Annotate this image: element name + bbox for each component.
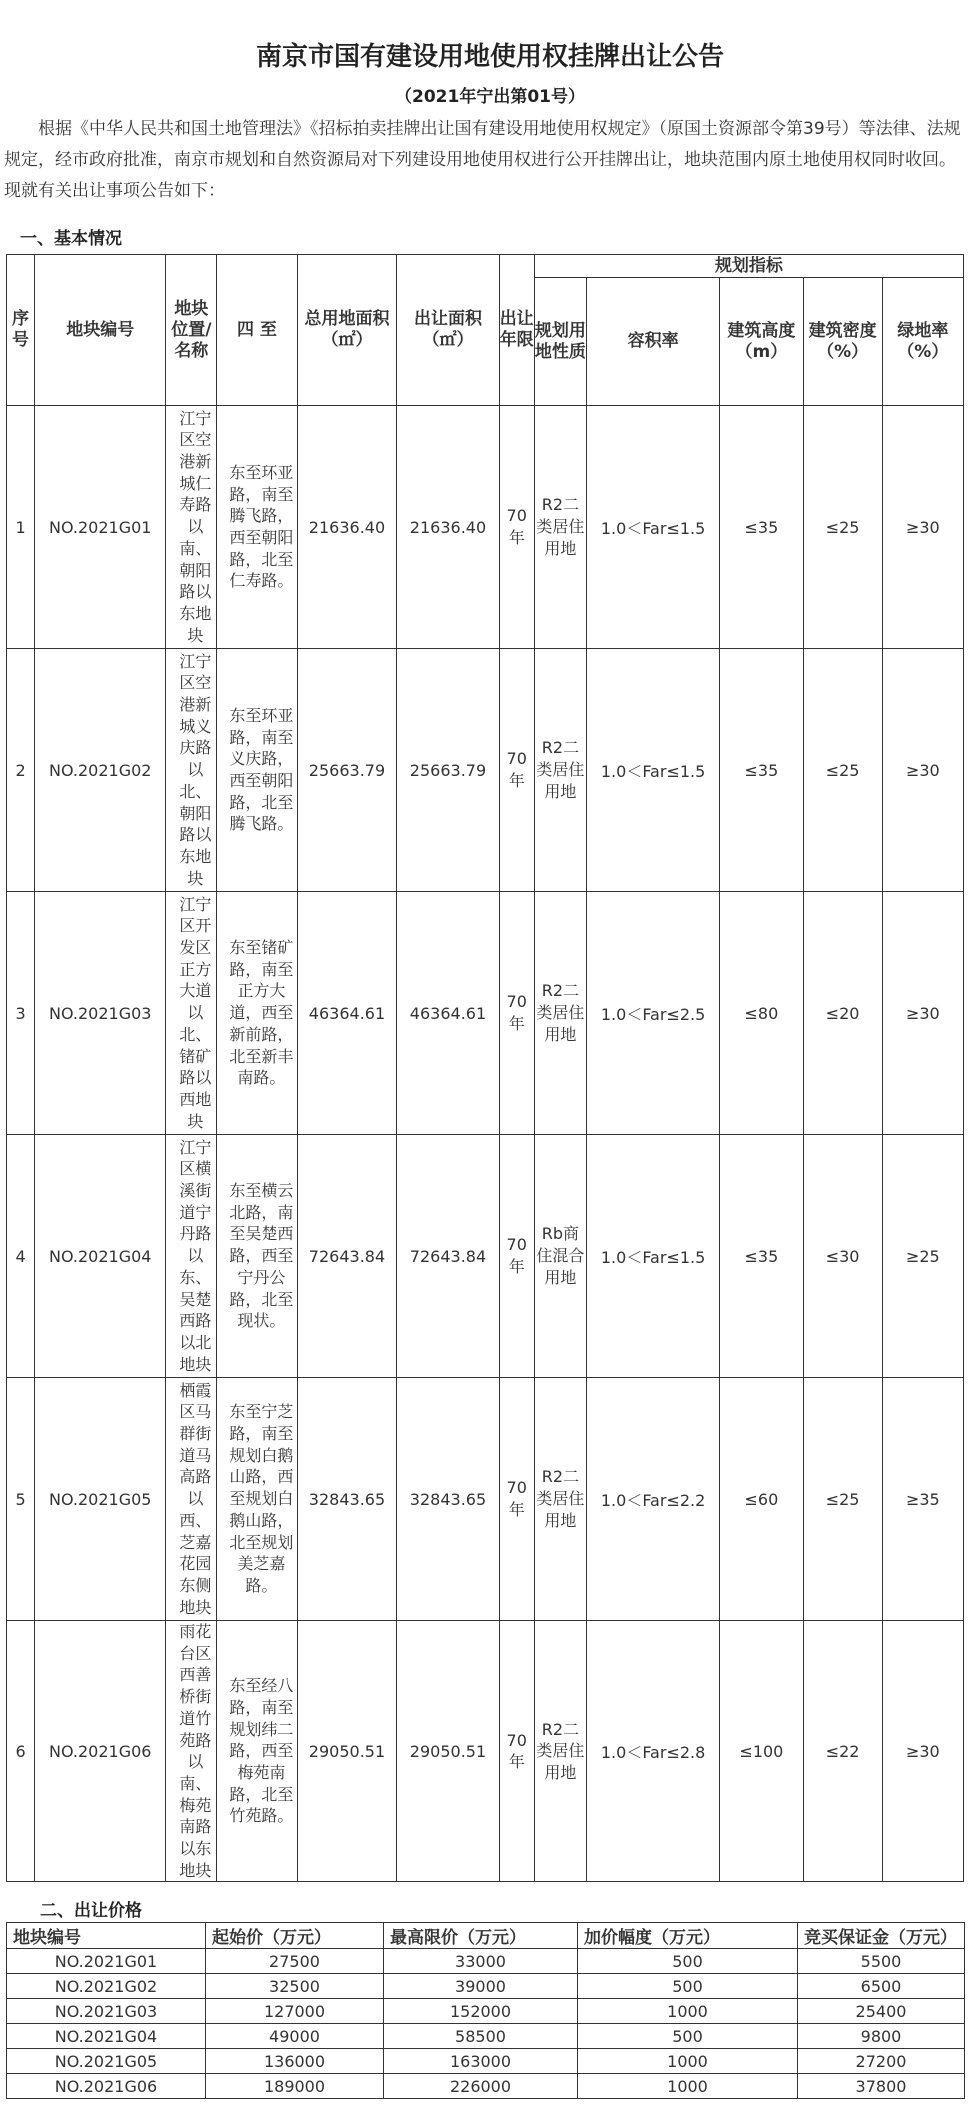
cell-use: Rb商住混合用地 (534, 1135, 586, 1378)
cell-green: ≥30 (882, 649, 963, 892)
cell-density: ≤25 (803, 1378, 882, 1621)
header-density: 建筑密度（%） (803, 278, 882, 406)
price-cell: NO.2021G01 (7, 1949, 206, 1974)
price-cell: 39000 (384, 1974, 578, 1999)
price-cell: 136000 (206, 2049, 384, 2074)
page-title: 南京市国有建设用地使用权挂牌出让公告 (255, 42, 724, 72)
price-cell: 27500 (206, 1949, 384, 1974)
cell-bounds: 东至环亚路，南至义庆路，西至朝阳路，北至腾飞路。 (217, 649, 297, 892)
price-cell: 500 (578, 2024, 798, 2049)
cell-transfer-area: 29050.51 (397, 1621, 499, 1882)
cell-green: ≥30 (882, 892, 963, 1135)
cell-transfer-area: 25663.79 (397, 649, 499, 892)
price-cell: 152000 (384, 1999, 578, 2024)
section-price-heading: 二、出让价格 (40, 1901, 142, 1921)
cell-location: 栖霞区马群街道马高路以西、芝嘉花园东侧地块 (166, 1378, 217, 1621)
price-header-cell: 竞买保证金（万元） (798, 1923, 965, 1949)
price-cell: 25400 (798, 1999, 965, 2024)
price-cell: 32500 (206, 1974, 384, 1999)
page-subtitle: （2021年宁出第01号） (395, 87, 585, 107)
price-cell: 49000 (206, 2024, 384, 2049)
cell-code: NO.2021G05 (35, 1378, 166, 1621)
cell-green: ≥35 (882, 1378, 963, 1621)
price-cell: 37800 (798, 2074, 965, 2099)
price-cell: 33000 (384, 1949, 578, 1974)
cell-density: ≤25 (803, 649, 882, 892)
cell-term: 70年 (499, 892, 534, 1135)
cell-term: 70年 (499, 1621, 534, 1882)
table-row (7, 649, 964, 892)
cell-seq: 4 (7, 1135, 35, 1378)
cell-term: 70年 (499, 1135, 534, 1378)
section-basic-info-heading: 一、基本情况 (20, 229, 122, 249)
cell-far: 1.0＜Far≤2.8 (586, 1621, 719, 1882)
header-term: 出让年限 (499, 255, 534, 406)
cell-term: 70年 (499, 406, 534, 649)
cell-far: 1.0＜Far≤1.5 (586, 649, 719, 892)
cell-code: NO.2021G03 (35, 892, 166, 1135)
cell-seq: 3 (7, 892, 35, 1135)
cell-seq: 2 (7, 649, 35, 892)
price-cell: 58500 (384, 2024, 578, 2049)
cell-seq: 5 (7, 1378, 35, 1621)
cell-green: ≥25 (882, 1135, 963, 1378)
cell-bounds: 东至锗矿路，南至正方大道，西至新前路，北至新丰南路。 (217, 892, 297, 1135)
price-cell: 1000 (578, 1999, 798, 2024)
table-row (7, 892, 964, 1135)
cell-use: R2二类居住用地 (534, 1621, 586, 1882)
cell-code: NO.2021G01 (35, 406, 166, 649)
header-green: 绿地率（%） (882, 278, 963, 406)
cell-bounds: 东至经八路，南至规划纬二路，西至梅苑南路，北至竹苑路。 (217, 1621, 297, 1882)
price-table-row (7, 2024, 965, 2049)
price-cell: 9800 (798, 2024, 965, 2049)
price-cell: 6500 (798, 1974, 965, 1999)
cell-term: 70年 (499, 1378, 534, 1621)
cell-far: 1.0＜Far≤2.2 (586, 1378, 719, 1621)
price-cell: NO.2021G04 (7, 2024, 206, 2049)
table-row (7, 1378, 964, 1621)
price-cell: 27200 (798, 2049, 965, 2074)
cell-density: ≤30 (803, 1135, 882, 1378)
cell-total-area: 21636.40 (297, 406, 397, 649)
cell-seq: 6 (7, 1621, 35, 1882)
header-bounds: 四 至 (217, 255, 297, 406)
price-cell: 500 (578, 1974, 798, 1999)
cell-height: ≤100 (720, 1621, 803, 1882)
price-cell: 1000 (578, 2074, 798, 2099)
header-location: 地块位置/名称 (166, 255, 217, 406)
cell-code: NO.2021G06 (35, 1621, 166, 1882)
price-header-cell: 最高限价（万元） (384, 1923, 578, 1949)
cell-use: R2二类居住用地 (534, 892, 586, 1135)
cell-green: ≥30 (882, 406, 963, 649)
price-table-row (7, 1974, 965, 1999)
cell-location: 江宁区横溪街道宁丹路以东、吴楚西路以北地块 (166, 1135, 217, 1378)
header-use: 规划用地性质 (534, 278, 586, 406)
cell-location: 江宁区空港新城义庆路以北、朝阳路以东地块 (166, 649, 217, 892)
price-table-header (7, 1923, 965, 1949)
price-table-row (7, 2049, 965, 2074)
header-transfer-area: 出让面积（㎡） (397, 255, 499, 406)
price-cell: 5500 (798, 1949, 965, 1974)
cell-height: ≤35 (720, 649, 803, 892)
cell-seq: 1 (7, 406, 35, 649)
cell-green: ≥30 (882, 1621, 963, 1882)
cell-location: 雨花台区西善桥街道竹苑路以南、梅苑南路以东地块 (166, 1621, 217, 1882)
cell-density: ≤22 (803, 1621, 882, 1882)
price-table (6, 1922, 965, 2099)
cell-location: 江宁区空港新城仁寿路以南、朝阳路以东地块 (166, 406, 217, 649)
cell-transfer-area: 72643.84 (397, 1135, 499, 1378)
cell-term: 70年 (499, 649, 534, 892)
table-row (7, 1135, 964, 1378)
cell-total-area: 32843.65 (297, 1378, 397, 1621)
cell-bounds: 东至横云北路，南至吴楚西路，西至宁丹公路，北至现状。 (217, 1135, 297, 1378)
price-cell: 163000 (384, 2049, 578, 2074)
cell-bounds: 东至环亚路，南至腾飞路，西至朝阳路，北至仁寿路。 (217, 406, 297, 649)
price-header-cell: 地块编号 (7, 1923, 206, 1949)
price-table-row (7, 2074, 965, 2099)
cell-height: ≤35 (720, 406, 803, 649)
cell-density: ≤20 (803, 892, 882, 1135)
header-seq: 序号 (7, 255, 35, 406)
cell-far: 1.0＜Far≤2.5 (586, 892, 719, 1135)
cell-total-area: 72643.84 (297, 1135, 397, 1378)
basic-info-table (6, 254, 964, 1882)
price-cell: NO.2021G05 (7, 2049, 206, 2074)
cell-bounds: 东至宁芝路，南至规划白鹅山路，西至规划白鹅山路，北至规划美芝嘉路。 (217, 1378, 297, 1621)
cell-transfer-area: 46364.61 (397, 892, 499, 1135)
price-table-row (7, 1949, 965, 1974)
price-cell: NO.2021G06 (7, 2074, 206, 2099)
price-header-cell: 起始价（万元） (206, 1923, 384, 1949)
cell-transfer-area: 21636.40 (397, 406, 499, 649)
price-cell: NO.2021G02 (7, 1974, 206, 1999)
price-cell: NO.2021G03 (7, 1999, 206, 2024)
cell-use: R2二类居住用地 (534, 649, 586, 892)
intro-paragraph: 根据《中华人民共和国土地管理法》《招标拍卖挂牌出让国有建设用地使用权规定》（原国土资源部令第39号）等法律、法规规定，经市政府批准，南京市规划和自然资源局对下列建设用地使用权进行公开挂牌出让，地块范围内原土地使用权同时收回。现就有关出让事项公告如下： (4, 119, 961, 201)
header-height: 建筑高度（m） (720, 278, 803, 406)
cell-density: ≤25 (803, 406, 882, 649)
header-code: 地块编号 (35, 255, 166, 406)
price-cell: 500 (578, 1949, 798, 1974)
header-total-area: 总用地面积（㎡） (297, 255, 397, 406)
cell-code: NO.2021G04 (35, 1135, 166, 1378)
basic-info-rows (7, 406, 964, 1882)
cell-use: R2二类居住用地 (534, 1378, 586, 1621)
cell-height: ≤80 (720, 892, 803, 1135)
cell-height: ≤35 (720, 1135, 803, 1378)
cell-far: 1.0＜Far≤1.5 (586, 1135, 719, 1378)
price-cell: 1000 (578, 2049, 798, 2074)
table-row (7, 406, 964, 649)
cell-total-area: 29050.51 (297, 1621, 397, 1882)
price-cell: 226000 (384, 2074, 578, 2099)
cell-height: ≤60 (720, 1378, 803, 1621)
table-row (7, 1621, 964, 1882)
cell-location: 江宁区开发区正方大道以北、锗矿路以西地块 (166, 892, 217, 1135)
price-header-cell: 加价幅度（万元） (578, 1923, 798, 1949)
price-table-rows (7, 1949, 965, 2099)
price-cell: 189000 (206, 2074, 384, 2099)
cell-use: R2二类居住用地 (534, 406, 586, 649)
cell-transfer-area: 32843.65 (397, 1378, 499, 1621)
header-planning-indicators: 规划指标 (534, 255, 963, 278)
cell-total-area: 25663.79 (297, 649, 397, 892)
cell-total-area: 46364.61 (297, 892, 397, 1135)
cell-far: 1.0＜Far≤1.5 (586, 406, 719, 649)
price-table-row (7, 1999, 965, 2024)
price-cell: 127000 (206, 1999, 384, 2024)
header-far: 容积率 (586, 278, 719, 406)
cell-code: NO.2021G02 (35, 649, 166, 892)
